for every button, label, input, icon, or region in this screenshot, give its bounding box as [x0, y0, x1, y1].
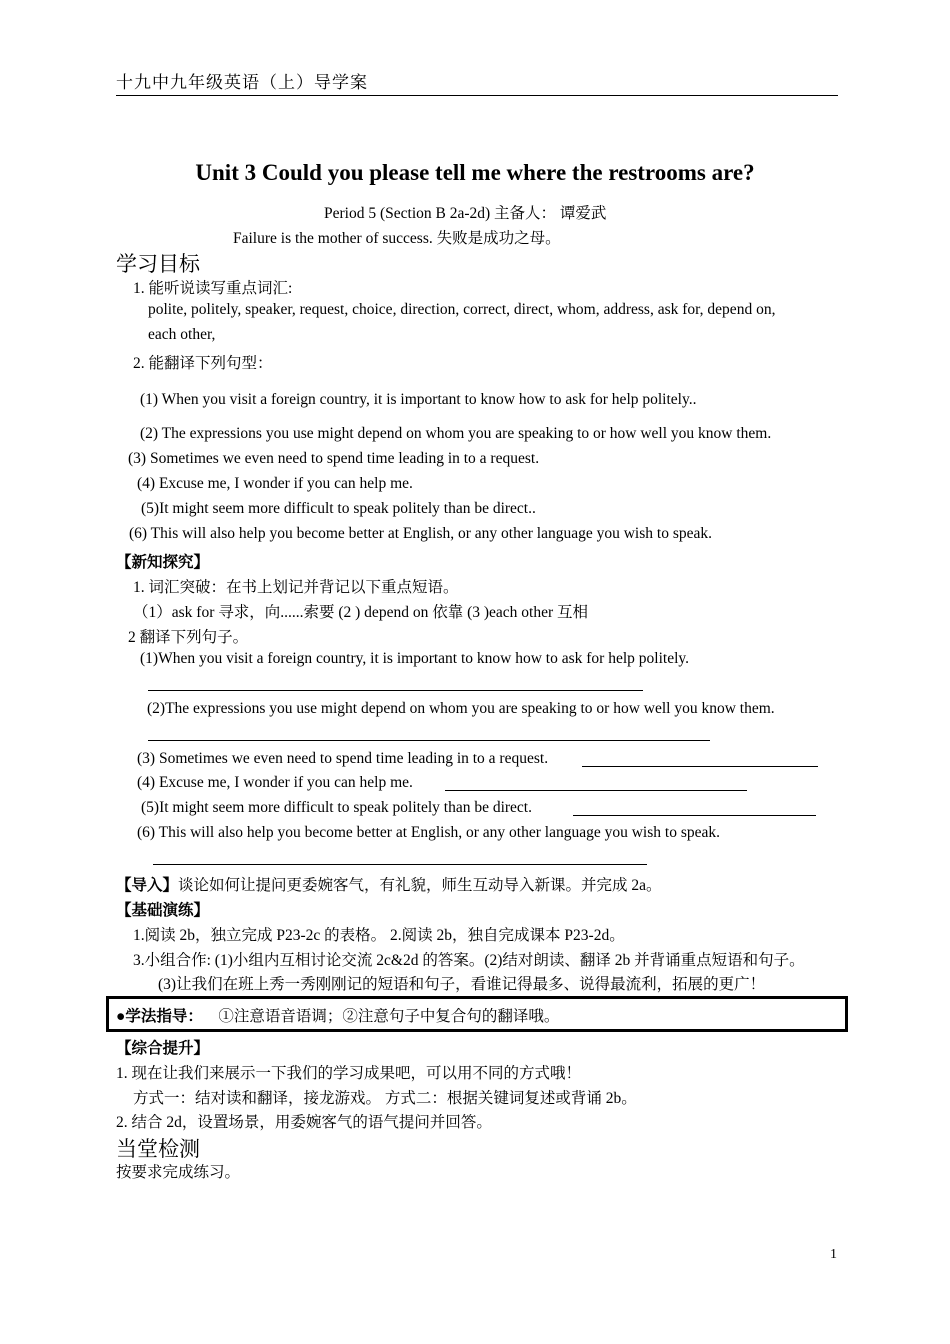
practice-line-3: (3)让我们在班上秀一秀刚刚记的短语和句子，看谁记得最多、说得最流利，拓展的更广！ [158, 976, 766, 993]
intro-text: 谈论如何让提问更委婉客气，有礼貌，师生互动导入新课。并完成 2a。 [178, 877, 662, 894]
explore-heading: 【新知探究】 [116, 554, 210, 571]
improve-line-1: 1. 现在让我们来展示一下我们的学习成果吧，可以用不同的方式哦！ [116, 1065, 582, 1082]
motto: Failure is the mother of success. 失败是成功之母。 [233, 230, 561, 247]
intro-label: 【导入】 [116, 877, 179, 894]
goal-sentence-4: (4) Excuse me, I wonder if you can help me. [137, 475, 413, 492]
answer-blank-6[interactable] [153, 864, 647, 865]
goals-item-1: 1. 能听说读写重点词汇: [133, 280, 293, 297]
goals-item-2: 2. 能翻译下列句型： [133, 355, 273, 372]
goal-sentence-1: (1) When you visit a foreign country, it is important to know how to ask for help politely.. [140, 391, 697, 408]
answer-blank-2[interactable] [148, 740, 710, 741]
practice-line-1: 1.阅读 2b，独立完成 P23-2c 的表格。 2.阅读 2b，独自完成课本 P23-2d。 [133, 927, 625, 944]
page-title: Unit 3 Could you please tell me where the restrooms are? [195, 160, 755, 185]
translate-sentence-5: (5)It might seem more difficult to speak politely than be direct. [141, 799, 532, 816]
page-header: 十九中九年级英语（上）导学案 [116, 73, 368, 92]
goals-heading: 学习目标 [116, 252, 200, 276]
header-rule [116, 95, 838, 96]
study-guide-line [116, 1004, 559, 1026]
answer-blank-4[interactable] [445, 790, 747, 791]
check-heading: 当堂检测 [116, 1137, 200, 1161]
study-guide-label: ●学法指导： [116, 1008, 203, 1025]
period-line: Period 5 (Section B 2a-2d) 主备人： 谭爱武 [324, 205, 607, 222]
goal-sentence-2: (2) The expressions you use might depend on whom you are speaking to or how well you know them. [140, 425, 772, 442]
study-guide-text: ①注意语音语调；②注意句子中复合句的翻译哦。 [218, 1008, 560, 1025]
answer-blank-3[interactable] [582, 766, 818, 767]
translate-sentence-4: (4) Excuse me, I wonder if you can help me. [137, 774, 413, 791]
explore-item-2: 2 翻译下列句子。 [128, 629, 249, 646]
improve-line-3: 2. 结合 2d，设置场景，用委婉客气的语气提问并回答。 [116, 1114, 492, 1131]
translate-sentence-6: (6) This will also help you become better at English, or any other language you wish to speak. [137, 824, 720, 841]
check-text: 按要求完成练习。 [116, 1164, 241, 1181]
vocab-line-1: polite, politely, speaker, request, choice, direction, correct, direct, whom, address, ask for, depend on, [148, 301, 776, 318]
translate-sentence-1: (1)When you visit a foreign country, it is important to know how to ask for help politely. [140, 650, 690, 667]
vocab-line-2: each other, [148, 326, 216, 343]
intro-line [116, 873, 662, 895]
practice-line-2: 3.小组合作: (1)小组内互相讨论交流 2c&2d 的答案。(2)结对朗读、翻译 2b 并背诵重点短语和句子。 [133, 952, 805, 969]
answer-blank-1[interactable] [148, 690, 643, 691]
translate-sentence-2: (2)The expressions you use might depend on whom you are speaking to or how well you know them. [147, 700, 775, 717]
improve-line-2: 方式一：结对读和翻译，接龙游戏。 方式二：根据关键词复述或背诵 2b。 [133, 1090, 637, 1107]
key-phrases: （1）ask for 寻求，向......索要 (2 ) depend on 依靠 (3 )each other 互相 [133, 604, 589, 621]
practice-heading: 【基础演练】 [116, 902, 210, 919]
goal-sentence-3: (3) Sometimes we even need to spend time leading in to a request. [128, 450, 540, 467]
translate-sentence-3: (3) Sometimes we even need to spend time leading in to a request. [137, 750, 549, 767]
improve-heading: 【综合提升】 [116, 1040, 210, 1057]
explore-item-1: 1. 词汇突破：在书上划记并背记以下重点短语。 [133, 579, 459, 596]
goal-sentence-6: (6) This will also help you become better at English, or any other language you wish to speak. [129, 525, 712, 542]
page-number: 1 [830, 1247, 837, 1262]
goal-sentence-5: (5)It might seem more difficult to speak politely than be direct.. [141, 500, 536, 517]
answer-blank-5[interactable] [573, 815, 816, 816]
